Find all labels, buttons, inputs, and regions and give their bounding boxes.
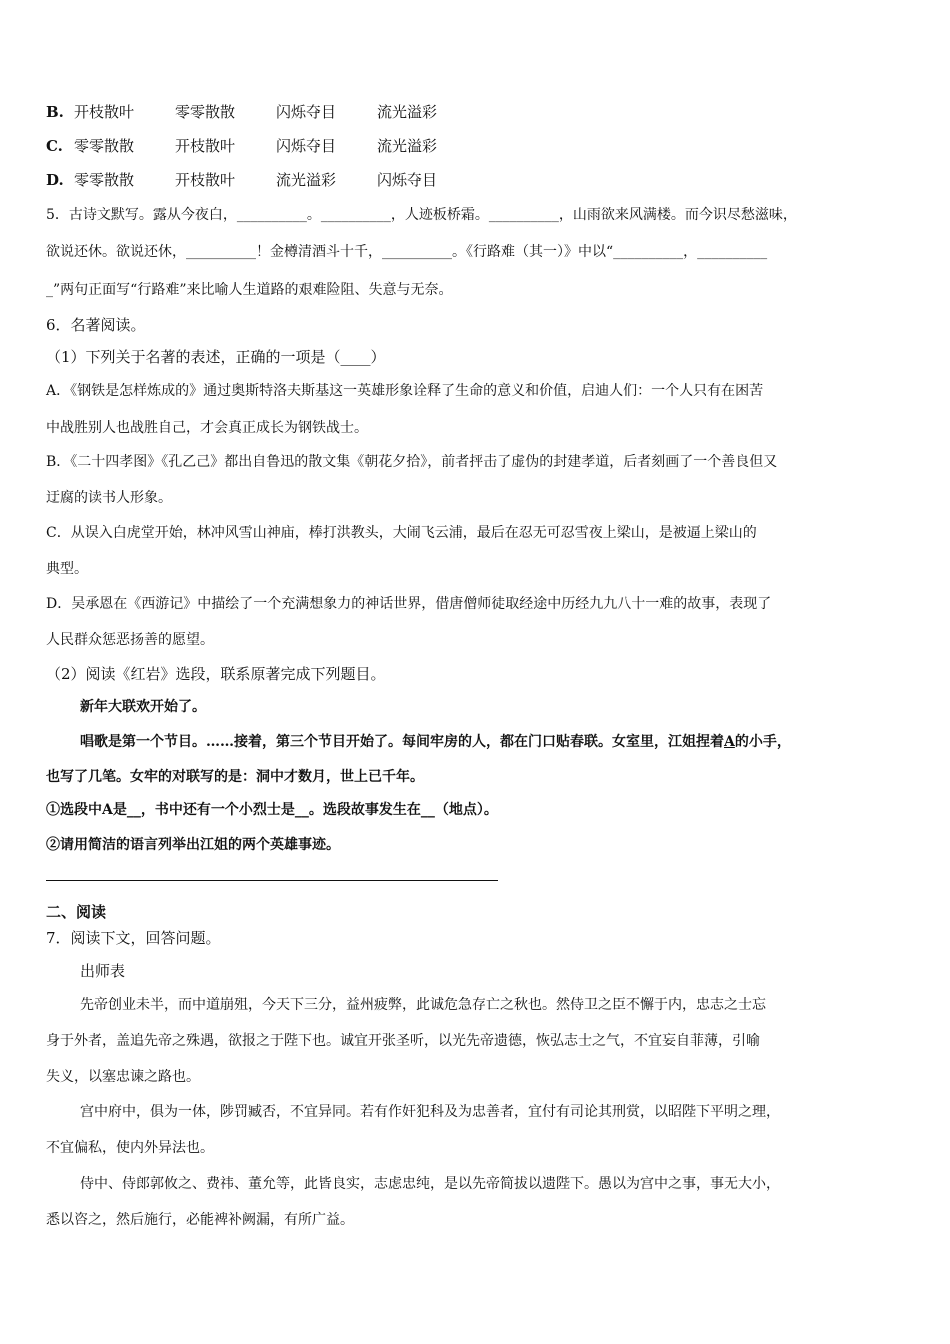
option-word: 零零散散	[175, 103, 236, 121]
q6-sub1: （1）下列关于名著的表述，正确的一项是（____）	[46, 348, 386, 366]
passage-line: 失义，以塞忠谏之路也。	[46, 1069, 200, 1085]
q6-option-c-1: C．从误入白虎堂开始，林冲风雪山神庙，棒打洪教头，大闹飞云浦，最后在忍无可忍雪夜上梁山，是被逼上梁山的	[46, 525, 757, 541]
hongyan-para-1: 新年大联欢开始了。	[80, 699, 206, 715]
option-word: 零零散散	[74, 137, 135, 155]
option-d	[46, 170, 478, 190]
option-c	[46, 136, 478, 156]
option-word: 开枝散叶	[74, 103, 135, 121]
passage-line: 先帝创业未半，而中道崩殂，今天下三分，益州疲弊，此诚危急存亡之秋也。然侍卫之臣不懈于内，忠志之士忘	[80, 997, 766, 1013]
option-word: 闪烁夺目	[276, 103, 337, 121]
option-word: 流光溢彩	[377, 137, 438, 155]
option-word: 开枝散叶	[175, 171, 236, 189]
passage-line: 身于外者，盖追先帝之殊遇，欲报之于陛下也。诚宜开张圣听，以光先帝遗德，恢弘志士之气，不宜妄自菲薄，引喻	[46, 1033, 760, 1049]
option-word: 流光溢彩	[276, 171, 337, 189]
q6-option-d-1: D．吴承恩在《西游记》中描绘了一个充满想象力的神话世界，借唐僧师徒取经途中历经九九八十一难的故事，表现了	[46, 596, 772, 612]
q5-line-2: 欲说还休。欲说还休，__________！金樽清酒斗十千，__________。《行路难（其一）》中以“__________，__________	[46, 244, 768, 260]
option-label: B.	[46, 103, 64, 121]
hongyan-para-2	[80, 732, 791, 752]
option-word: 闪烁夺目	[276, 137, 337, 155]
q5-line-1: 5．古诗文默写。露从今夜白，__________。__________，人迹板桥霜。__________，山雨欲来风满楼。而今识尽愁滋味，	[46, 207, 797, 223]
q6-sub2: （2）阅读《红岩》选段，联系原著完成下列题目。	[46, 665, 386, 683]
option-word: 开枝散叶	[175, 137, 236, 155]
q6-question-2: ②请用简洁的语言列举出江姐的两个英雄事迹。	[46, 837, 340, 853]
option-b	[46, 102, 478, 122]
q6-question-1: ①选段中A是__，书中还有一个小烈士是__。选段故事发生在__（地点）。	[46, 802, 498, 818]
q6-title: 6．名著阅读。	[46, 316, 146, 334]
passage-line: 悉以咨之，然后施行，必能裨补阙漏，有所广益。	[46, 1212, 354, 1228]
q6-option-c-2: 典型。	[46, 561, 88, 577]
q5-line-3: _”两句正面写“行路难”来比喻人生道路的艰难险阻、失意与无奈。	[46, 282, 453, 298]
passage-line: 宫中府中，俱为一体，陟罚臧否，不宜异同。若有作奸犯科及为忠善者，宜付有司论其刑赏，以昭陛下平明之理，	[80, 1104, 780, 1120]
option-word: 零零散散	[74, 171, 135, 189]
option-label: D.	[46, 171, 64, 189]
q6-option-a-1: A．《钢铁是怎样炼成的》通过奥斯特洛夫斯基这一英雄形象诠释了生命的意义和价值，启迪人们：一个人只有在困苦	[46, 383, 764, 399]
q6-option-a-2: 中战胜别人也战胜自己，才会真正成长为钢铁战士。	[46, 420, 368, 436]
passage-title: 出师表	[80, 962, 126, 980]
passage-line: 不宜偏私，使内外异法也。	[46, 1140, 214, 1156]
option-word: 闪烁夺目	[377, 171, 438, 189]
q6-option-b-2: 迂腐的读书人形象。	[46, 490, 172, 506]
hongyan-para-2-text: 唱歌是第一个节目。……接着，第三个节目开始了。每间牢房的人，都在门口贴春联。女室里，江姐捏着	[80, 734, 724, 750]
hongyan-para-2-tail: 的小手，	[734, 734, 791, 750]
passage-line: 侍中、侍郎郭攸之、费祎、董允等，此皆良实，志虑忠纯，是以先帝简拔以遗陛下。愚以为宫中之事，事无大小，	[80, 1176, 780, 1192]
blank-marker-a: A	[724, 734, 735, 750]
option-label: C.	[46, 137, 63, 155]
option-word: 流光溢彩	[377, 103, 438, 121]
q7-prompt: 7．阅读下文，回答问题。	[46, 929, 221, 947]
answer-line	[46, 880, 498, 881]
q6-option-d-2: 人民群众惩恶扬善的愿望。	[46, 632, 214, 648]
q6-option-b-1: B．《二十四孝图》《孔乙己》都出自鲁迅的散文集《朝花夕拾》，前者抨击了虚伪的封建孝道，后者刻画了一个善良但又	[46, 454, 778, 470]
hongyan-para-3: 也写了几笔。女牢的对联写的是：洞中才数月，世上已千年。	[46, 769, 424, 785]
section-heading: 二、阅读	[46, 903, 107, 921]
